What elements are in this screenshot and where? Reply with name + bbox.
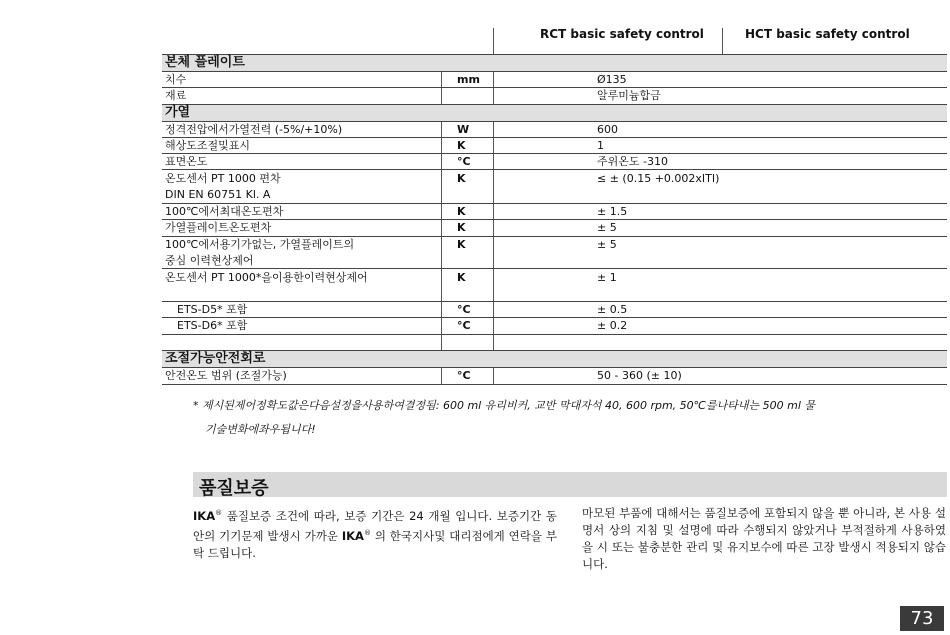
row-label-surface-temp: 표면온도 [165, 155, 208, 168]
row-value-dimension: Ø135 [597, 73, 627, 86]
row-value-surface-temp: 주위온도 -310 [597, 155, 668, 168]
table-line [162, 54, 947, 55]
row-label-sensor-deviation: 온도센서 PT 1000 편차 [165, 172, 281, 185]
warranty-left-text-1: 품질보증 조건에 따라, 보증 기간은 24 개월 입니다. 보증기간 동안의 기기문제 발생시 가까운 [193, 508, 557, 543]
page-number: 73 [900, 606, 944, 631]
row-value-max-temp-deviation: ± 1.5 [597, 205, 628, 218]
row-value-safety-range: 50 - 360 (± 10) [597, 369, 682, 382]
row-label-safety-range: 안전온도 범위 (조절가능) [165, 369, 287, 382]
table-line [162, 153, 947, 154]
ika-brand: IKA [193, 508, 216, 523]
table-line [162, 169, 947, 170]
row-unit-hysteresis-sensor: K [457, 271, 466, 284]
row-unit-plate-temp-deviation: K [457, 221, 466, 234]
row-label-ets-d5: ETS-D5* 포함 [177, 303, 248, 316]
row-label-hysteresis-center-line2: 중심 이력현상제어 [165, 254, 254, 267]
table-line [162, 268, 947, 269]
registered-mark-2: ® [363, 528, 371, 537]
table-line [162, 104, 947, 105]
row-label-heating-power: 정격전압에서가열전력 (-5%/+10%) [165, 123, 343, 136]
table-line [162, 334, 947, 335]
row-label-ets-d6: ETS-D6* 포함 [177, 319, 248, 332]
section-band-plate [162, 54, 947, 71]
section-title-safety: 조절가능안전회로 [165, 351, 266, 366]
row-label-max-temp-deviation: 100℃에서최대온도편차 [165, 205, 284, 218]
row-label-resolution: 해상도조절및표시 [165, 139, 251, 152]
row-unit-surface-temp: °C [457, 155, 471, 168]
row-value-plate-temp-deviation: ± 5 [597, 221, 617, 234]
row-value-resolution: 1 [597, 139, 604, 152]
footnote-line2: 기술변화에좌우됩니다! [205, 423, 316, 436]
table-line [162, 137, 947, 138]
table-line [162, 219, 947, 220]
section-band-heating [162, 104, 947, 121]
row-label-material: 재료 [165, 89, 187, 102]
warranty-left-paragraph [193, 505, 557, 562]
row-unit-max-temp-deviation: K [457, 205, 466, 218]
row-value-ets-d6: ± 0.2 [597, 319, 628, 332]
footnote-line1: * 제시된제어정확도값은다음설정을사용하여결정됨: 600 ml 유리비커, 교반 막대자석 40, 600 rpm, 50℃를나타내는 500 ml 물 [193, 399, 816, 412]
section-band-safety [162, 350, 947, 367]
row-value-heating-power: 600 [597, 123, 618, 136]
column-header-rct: RCT basic safety control [540, 27, 704, 41]
section-title-heating: 가열 [165, 105, 191, 120]
row-value-material: 알루미늄합금 [597, 89, 661, 102]
table-line [162, 71, 947, 72]
warranty-header [193, 472, 947, 497]
ika-brand-2: IKA [341, 528, 364, 543]
table-line [162, 384, 947, 385]
row-unit-sensor-deviation: K [457, 172, 466, 185]
table-line [162, 317, 947, 318]
row-unit-ets-d5: °C [457, 303, 471, 316]
header-divider-middle [722, 28, 723, 54]
row-unit-hysteresis-center: K [457, 238, 466, 251]
row-unit-heating-power: W [457, 123, 470, 136]
warranty-title: 품질보증 [199, 478, 269, 499]
row-value-ets-d5: ± 0.5 [597, 303, 628, 316]
table-line [162, 87, 947, 88]
column-header-hct: HCT basic safety control [745, 27, 910, 41]
warranty-right-paragraph: 마모된 부품에 대해서는 품질보증에 포함되지 않을 뿐 아니라, 본 사용 설명서 상의 지침 및 설명에 따라 수행되지 않았거나 부적절하게 사용하였을 시 또는 불충분한 관리 및 유지보수에 따른 고장 발생시 적용되지 않습니다. [582, 506, 946, 571]
header-divider-left [493, 28, 494, 54]
row-value-hysteresis-sensor: ± 1 [597, 271, 617, 284]
row-label-plate-temp-deviation: 가열플레이트온도편차 [165, 221, 272, 234]
row-unit-safety-range: °C [457, 369, 471, 382]
row-value-sensor-deviation: ≤ ± (0.15 +0.002xITI) [597, 172, 720, 185]
row-label-hysteresis-sensor: 온도센서 PT 1000*을이용한이력현상제어 [165, 271, 368, 284]
row-unit-dimension: mm [457, 73, 480, 86]
row-label-hysteresis-center: 100℃에서용기가없는, 가열플레이트의 [165, 238, 355, 251]
section-title-plate: 본체 플레이트 [165, 55, 245, 70]
row-label-sensor-deviation-line2: DIN EN 60751 Kl. A [165, 188, 271, 201]
registered-mark: ® [215, 509, 223, 517]
row-value-hysteresis-center: ± 5 [597, 238, 617, 251]
row-label-dimension: 치수 [165, 73, 187, 86]
table-line [162, 301, 947, 302]
table-line [162, 350, 947, 351]
row-unit-resolution: K [457, 139, 466, 152]
warranty-left-text-2: 의 한국지사및 대리점에게 연락을 부탁 드립니다. [193, 528, 557, 560]
row-unit-ets-d6: °C [457, 319, 471, 332]
